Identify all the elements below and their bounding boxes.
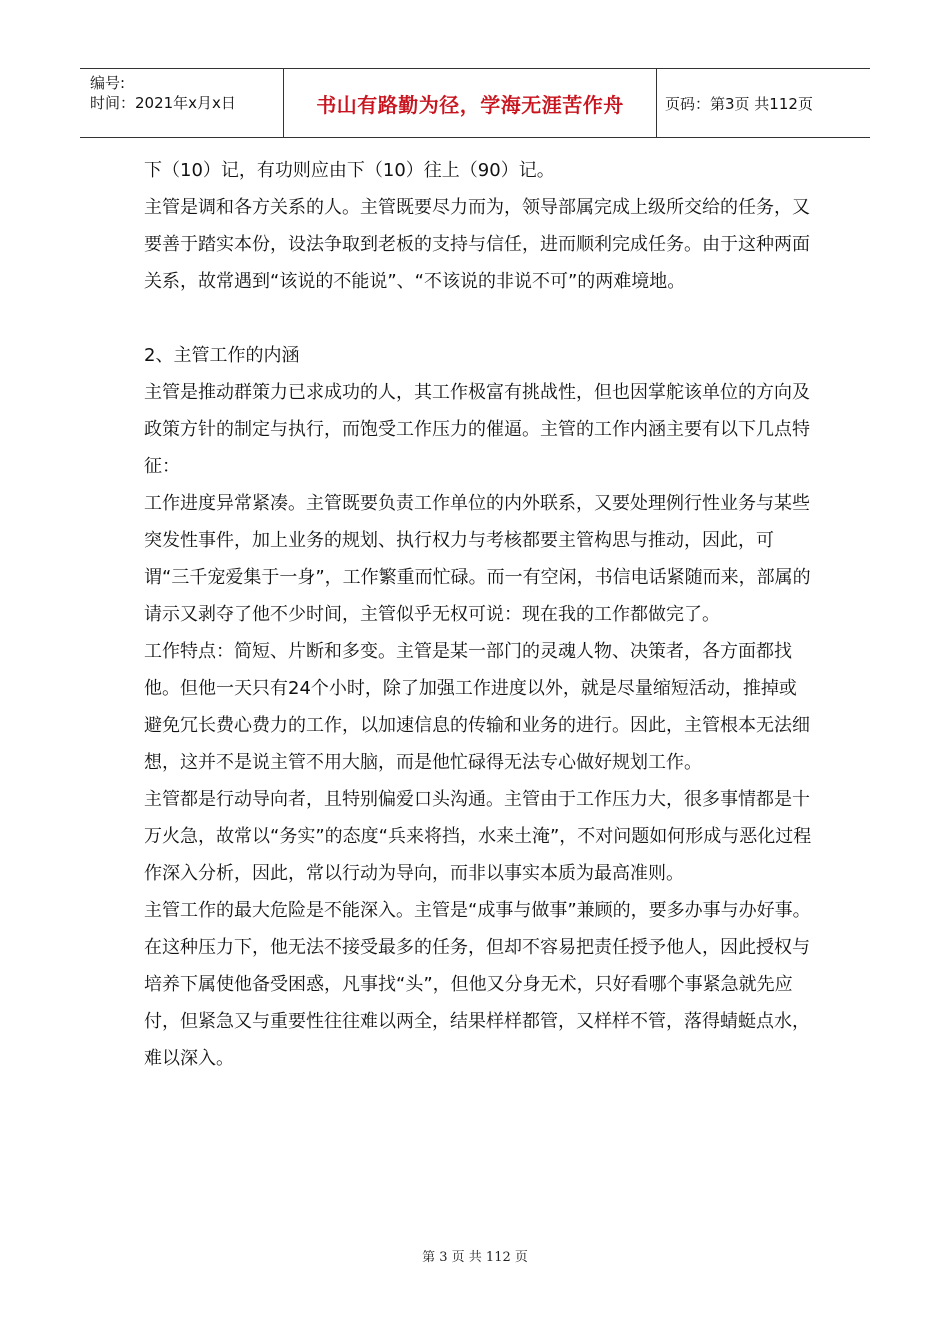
header-motto: 书山有路勤为径，学海无涯苦作舟 xyxy=(284,69,657,137)
paragraph: 主管是推动群策力已求成功的人，其工作极富有挑战性，但也因掌舵该单位的方向及政策方针的制定与执行，而饱受工作压力的催逼。主管的工作内涵主要有以下几点特征： xyxy=(144,382,810,477)
paragraph: 工作特点：简短、片断和多变。主管是某一部门的灵魂人物、决策者，各方面都找他。但他一天只有24个小时，除了加强工作进度以外，就是尽量缩短活动，推掉或避免冗长费心费力的工作，以加速信息的传输和业务的进行。因此，主管根本无法细想，这并不是说主管不用大脑，而是他忙碌得无法专心做好规划工作。 xyxy=(144,641,810,773)
document-body xyxy=(144,152,814,1077)
paragraph: 主管都是行动导向者，且特别偏爱口头沟通。主管由于工作压力大，很多事情都是十万火急，故常以“务实”的态度“兵来将挡，水来土淹”，不对问题如何形成与恶化过程作深入分析，因此，常以行动为导向，而非以事实本质为最高准则。 xyxy=(144,789,812,884)
paragraph-spacer xyxy=(144,300,814,337)
paragraph: 下（10）记，有功则应由下（10）往上（90）记。 xyxy=(144,160,555,181)
page-header xyxy=(80,68,870,138)
paragraph: 工作进度异常紧凑。主管既要负责工作单位的内外联系，又要处理例行性业务与某些突发性事件，加上业务的规划、执行权力与考核都要主管构思与推动，因此，可谓“三千宠爱集于一身”，工作繁重而忙碌。而一有空闲，书信电话紧随而来，部属的请示又剥夺了他不少时间，主管似乎无权可说：现在我的工作都做完了。 xyxy=(144,493,811,625)
page-footer: 第 3 页 共 112 页 xyxy=(422,1250,528,1265)
serial-label: 编号: xyxy=(90,74,126,92)
header-meta xyxy=(80,69,284,137)
header-page-code: 页码：第3页 共112页 xyxy=(665,94,813,113)
paragraph: 主管工作的最大危险是不能深入。主管是“成事与做事”兼顾的，要多办事与办好事。在这种压力下，他无法不接受最多的任务，但却不容易把责任授予他人，因此授权与培养下属使他备受困惑，凡事找“头”，但他又分身无术，只好看哪个事紧急就先应付，但紧急又与重要性往往难以两全，结果样样都管，又样样不管，落得蜻蜓点水，难以深入。 xyxy=(144,900,811,1069)
section-heading: 2、主管工作的内涵 xyxy=(144,345,300,366)
paragraph: 主管是调和各方关系的人。主管既要尽力而为，领导部属完成上级所交给的任务，又要善于踏实本份，设法争取到老板的支持与信任，进而顺利完成任务。由于这种两面关系，故常遇到“该说的不能说”、“不该说的非说不可”的两难境地。 xyxy=(144,197,810,292)
time-label: 时间：2021年x月x日 xyxy=(90,94,236,112)
